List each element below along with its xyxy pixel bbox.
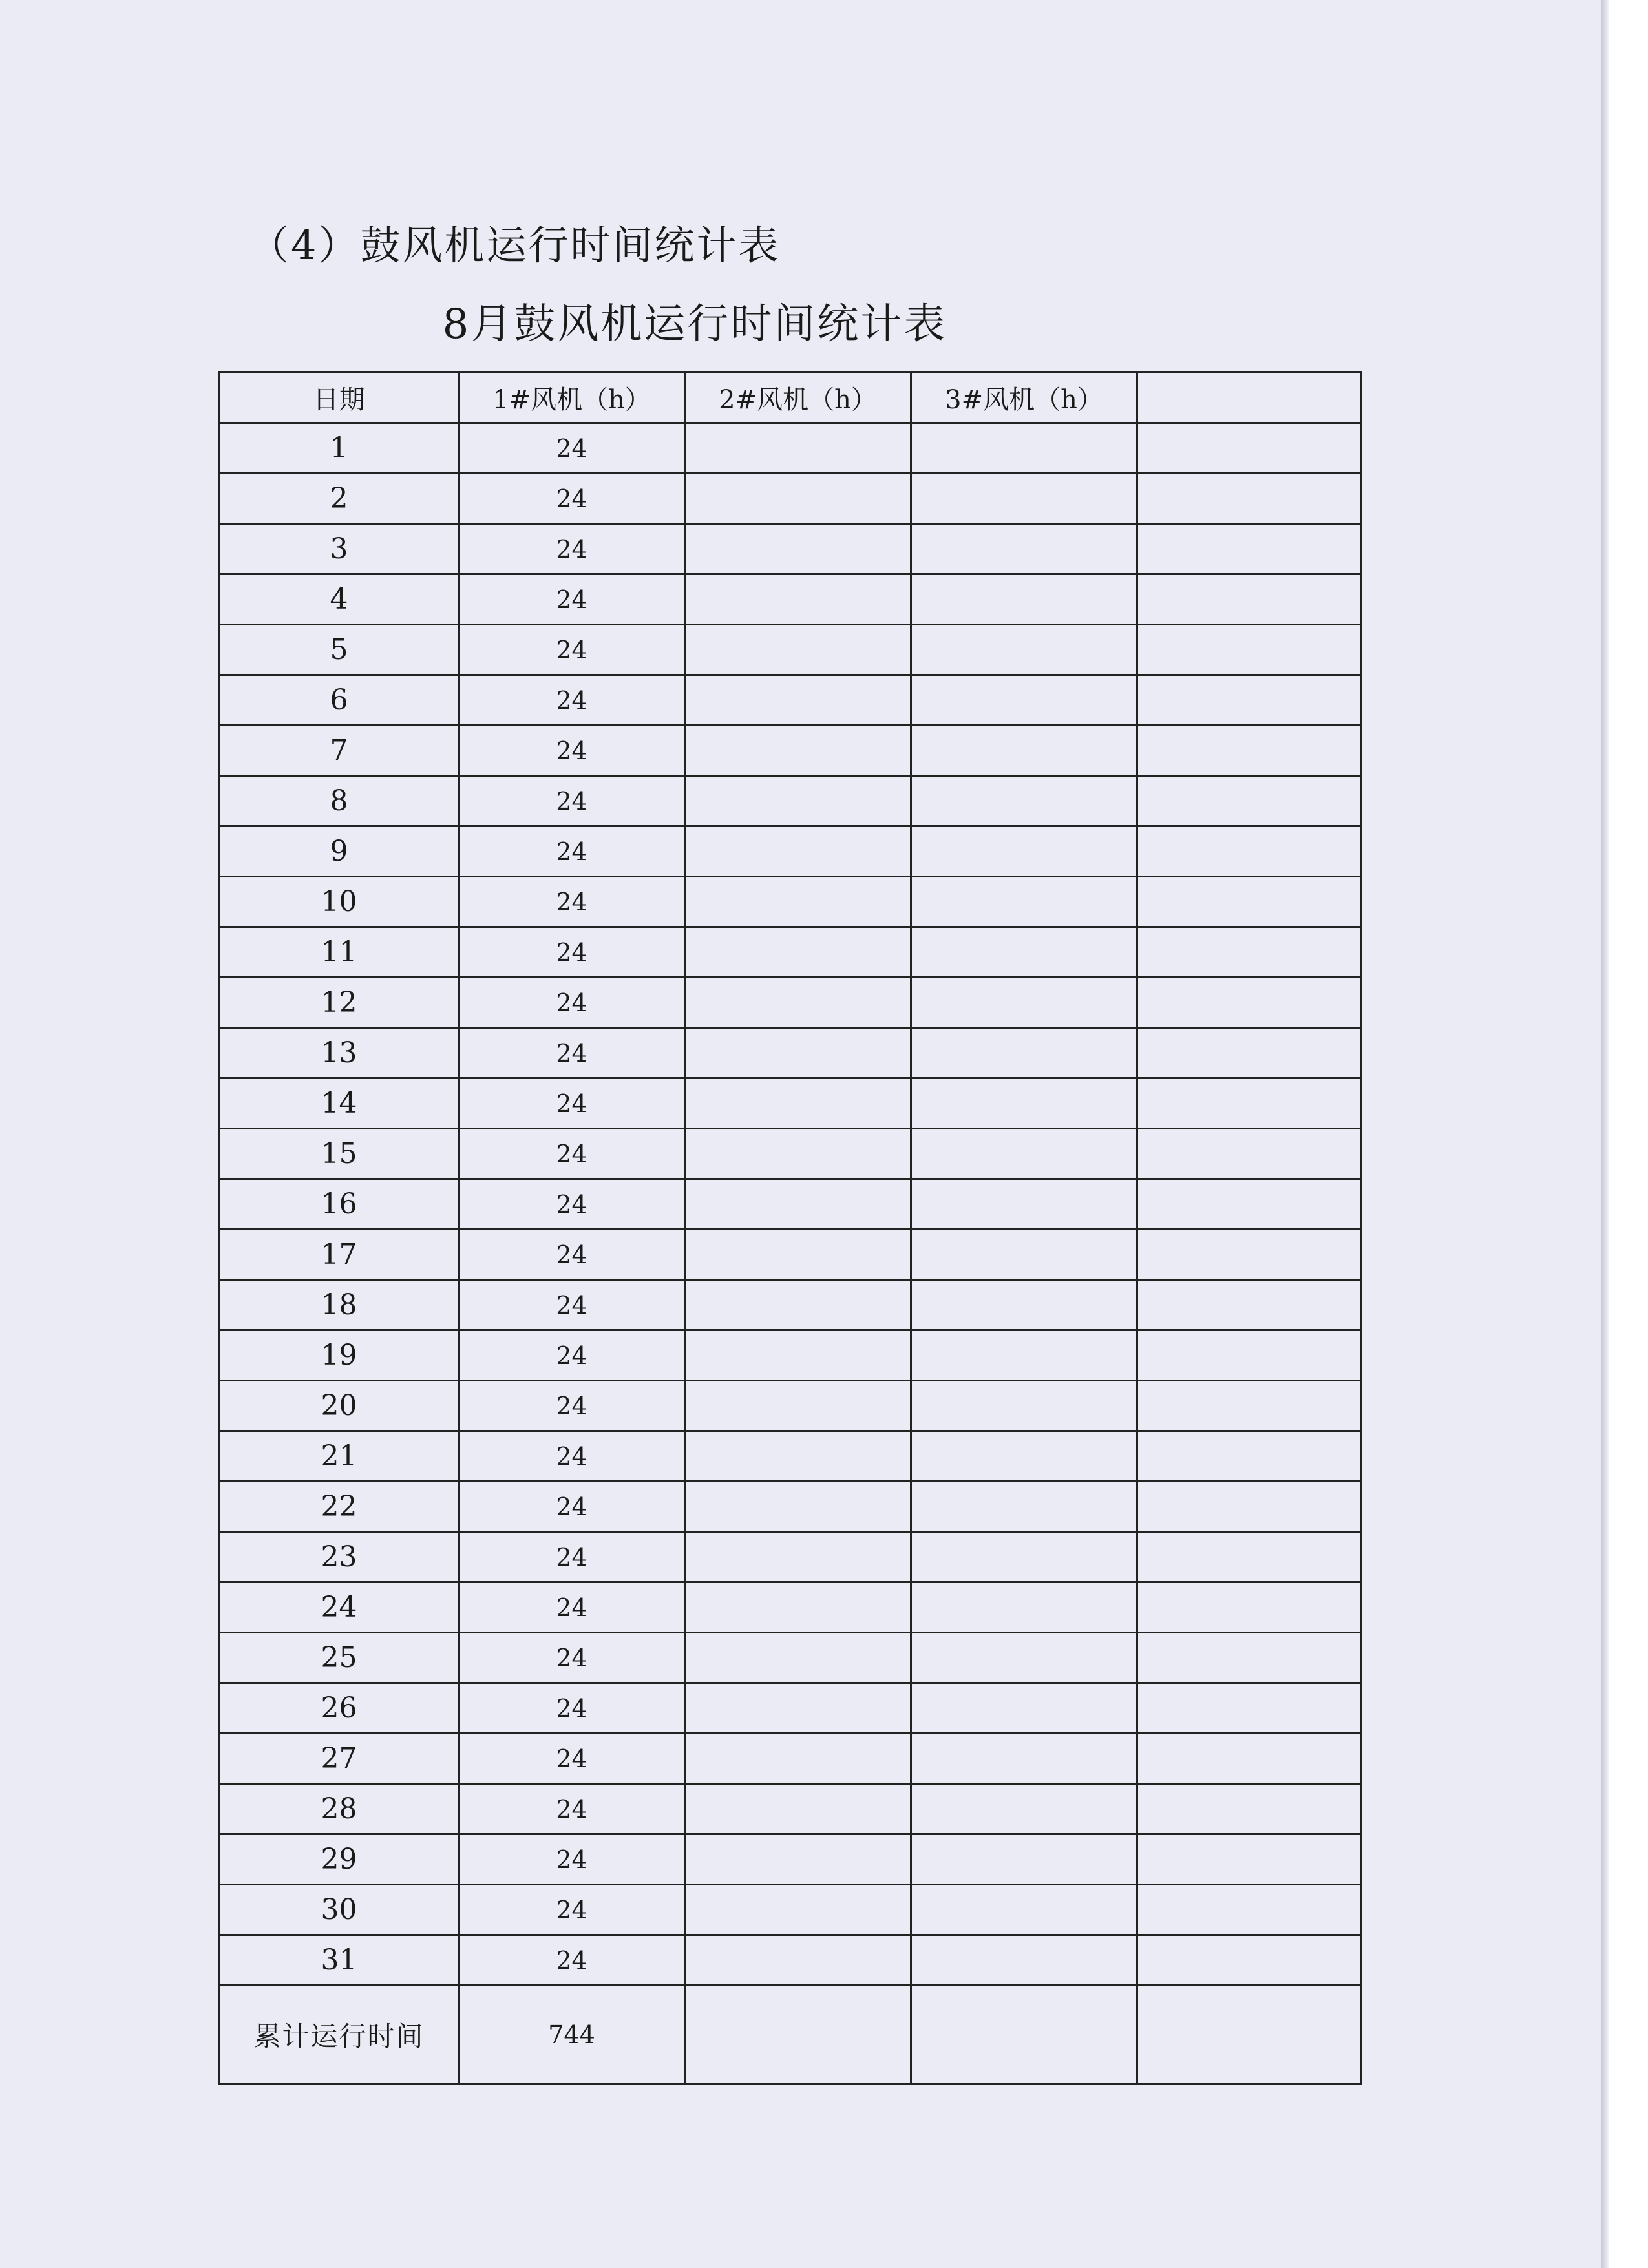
cell-extra	[1137, 776, 1361, 826]
cell-fan-2	[685, 1482, 911, 1532]
cell-date: 26	[220, 1683, 459, 1734]
table-row	[220, 927, 1361, 978]
cell-fan-3	[911, 1129, 1137, 1179]
cell-fan-1: 24	[459, 776, 685, 826]
table-row	[220, 726, 1361, 776]
cell-fan-1: 24	[459, 1885, 685, 1935]
table-row	[220, 1431, 1361, 1482]
cell-extra	[1137, 524, 1361, 574]
cell-date: 22	[220, 1482, 459, 1532]
cell-fan-1: 24	[459, 423, 685, 474]
cell-extra	[1137, 1129, 1361, 1179]
table-row	[220, 1179, 1361, 1230]
table-row	[220, 1734, 1361, 1784]
cell-fan-3	[911, 1078, 1137, 1129]
cell-fan-3	[911, 726, 1137, 776]
cell-date: 3	[220, 524, 459, 574]
table-row	[220, 1885, 1361, 1935]
cell-fan-1: 24	[459, 574, 685, 625]
cell-fan-3	[911, 474, 1137, 524]
cell-fan-3	[911, 1582, 1137, 1633]
cell-fan-1: 24	[459, 1330, 685, 1381]
table-row	[220, 1129, 1361, 1179]
cell-fan-1: 24	[459, 1028, 685, 1078]
cell-extra	[1137, 927, 1361, 978]
cell-extra	[1137, 574, 1361, 625]
cell-fan-1: 24	[459, 524, 685, 574]
cell-fan-2	[685, 524, 911, 574]
cell-extra	[1137, 1784, 1361, 1834]
cell-fan-3	[911, 1633, 1137, 1683]
cell-date: 16	[220, 1179, 459, 1230]
cell-fan-2	[685, 1179, 911, 1230]
table-row	[220, 877, 1361, 927]
cell-fan-2	[685, 1834, 911, 1885]
cell-date: 30	[220, 1885, 459, 1935]
cell-extra	[1137, 1330, 1361, 1381]
cell-extra	[1137, 726, 1361, 776]
cell-fan-3	[911, 1834, 1137, 1885]
cell-fan-2	[685, 1431, 911, 1482]
cell-fan-2	[685, 625, 911, 675]
cell-fan-1: 24	[459, 675, 685, 726]
cell-extra	[1137, 1230, 1361, 1280]
cell-date: 2	[220, 474, 459, 524]
table-row	[220, 1078, 1361, 1129]
table-row	[220, 1381, 1361, 1431]
cell-fan-2	[685, 978, 911, 1028]
table-row	[220, 1633, 1361, 1683]
cell-fan-3	[911, 1482, 1137, 1532]
cell-fan-1: 24	[459, 625, 685, 675]
header-extra	[1137, 372, 1361, 423]
cell-fan-3	[911, 1028, 1137, 1078]
cell-extra	[1137, 1683, 1361, 1734]
cell-date: 9	[220, 826, 459, 877]
cell-extra	[1137, 423, 1361, 474]
cell-fan-1: 24	[459, 474, 685, 524]
header-fan-1: 1#风机（h）	[459, 372, 685, 423]
total-row	[220, 1986, 1361, 2084]
cell-fan-3	[911, 1230, 1137, 1280]
cell-fan-2	[685, 1129, 911, 1179]
cell-fan-1: 24	[459, 1078, 685, 1129]
cell-extra	[1137, 1633, 1361, 1683]
cell-date: 18	[220, 1280, 459, 1330]
cell-fan-2	[685, 675, 911, 726]
table-row	[220, 1834, 1361, 1885]
cell-fan-3	[911, 826, 1137, 877]
cell-fan-3	[911, 1532, 1137, 1582]
cell-fan-1: 24	[459, 1532, 685, 1582]
total-fan-2	[685, 1986, 911, 2084]
cell-fan-2	[685, 1885, 911, 1935]
cell-extra	[1137, 826, 1361, 877]
total-label: 累计运行时间	[220, 1986, 459, 2084]
cell-fan-1: 24	[459, 877, 685, 927]
table-row	[220, 826, 1361, 877]
cell-date: 11	[220, 927, 459, 978]
total-extra	[1137, 1986, 1361, 2084]
cell-fan-1: 24	[459, 1784, 685, 1834]
table-row	[220, 978, 1361, 1028]
cell-fan-3	[911, 1784, 1137, 1834]
cell-extra	[1137, 1381, 1361, 1431]
cell-date: 25	[220, 1633, 459, 1683]
table-row	[220, 1230, 1361, 1280]
table-row	[220, 423, 1361, 474]
cell-date: 1	[220, 423, 459, 474]
cell-date: 17	[220, 1230, 459, 1280]
cell-fan-3	[911, 1280, 1137, 1330]
table-row	[220, 1582, 1361, 1633]
table-row	[220, 1935, 1361, 1986]
cell-fan-1: 24	[459, 927, 685, 978]
cell-date: 27	[220, 1734, 459, 1784]
cell-date: 14	[220, 1078, 459, 1129]
header-fan-3: 3#风机（h）	[911, 372, 1137, 423]
cell-extra	[1137, 675, 1361, 726]
cell-fan-1: 24	[459, 1582, 685, 1633]
table-row	[220, 574, 1361, 625]
cell-fan-3	[911, 978, 1137, 1028]
cell-fan-2	[685, 1028, 911, 1078]
cell-extra	[1137, 1028, 1361, 1078]
cell-fan-2	[685, 1784, 911, 1834]
cell-fan-2	[685, 726, 911, 776]
cell-fan-1: 24	[459, 1381, 685, 1431]
cell-fan-3	[911, 524, 1137, 574]
table-row	[220, 474, 1361, 524]
cell-fan-3	[911, 423, 1137, 474]
cell-fan-3	[911, 1885, 1137, 1935]
table-row	[220, 675, 1361, 726]
cell-extra	[1137, 1582, 1361, 1633]
cell-fan-2	[685, 1582, 911, 1633]
cell-extra	[1137, 1935, 1361, 1986]
cell-fan-2	[685, 776, 911, 826]
cell-fan-3	[911, 1431, 1137, 1482]
cell-fan-3	[911, 877, 1137, 927]
cell-date: 8	[220, 776, 459, 826]
cell-extra	[1137, 877, 1361, 927]
cell-fan-2	[685, 826, 911, 877]
cell-date: 13	[220, 1028, 459, 1078]
cell-extra	[1137, 1280, 1361, 1330]
table-row	[220, 1784, 1361, 1834]
cell-fan-3	[911, 1381, 1137, 1431]
cell-fan-1: 24	[459, 1482, 685, 1532]
cell-fan-2	[685, 1633, 911, 1683]
header-date: 日期	[220, 372, 459, 423]
cell-fan-2	[685, 423, 911, 474]
cell-date: 15	[220, 1129, 459, 1179]
cell-extra	[1137, 978, 1361, 1028]
cell-fan-3	[911, 1683, 1137, 1734]
cell-extra	[1137, 625, 1361, 675]
cell-date: 29	[220, 1834, 459, 1885]
cell-date: 12	[220, 978, 459, 1028]
cell-fan-3	[911, 776, 1137, 826]
cell-fan-2	[685, 1330, 911, 1381]
paper-edge	[1601, 0, 1609, 2268]
cell-fan-1: 24	[459, 978, 685, 1028]
cell-fan-1: 24	[459, 826, 685, 877]
cell-fan-2	[685, 574, 911, 625]
cell-fan-2	[685, 927, 911, 978]
cell-fan-1: 24	[459, 1129, 685, 1179]
cell-fan-2	[685, 1230, 911, 1280]
cell-fan-1: 24	[459, 1431, 685, 1482]
cell-fan-2	[685, 1078, 911, 1129]
cell-fan-1: 24	[459, 1633, 685, 1683]
cell-fan-2	[685, 877, 911, 927]
cell-extra	[1137, 1885, 1361, 1935]
cell-fan-1: 24	[459, 1179, 685, 1230]
cell-fan-1: 24	[459, 1834, 685, 1885]
cell-extra	[1137, 474, 1361, 524]
table-title: 8月鼓风机运行时间统计表	[442, 300, 947, 348]
cell-date: 19	[220, 1330, 459, 1381]
cell-date: 23	[220, 1532, 459, 1582]
cell-fan-2	[685, 1381, 911, 1431]
cell-date: 6	[220, 675, 459, 726]
cell-extra	[1137, 1078, 1361, 1129]
cell-fan-1: 24	[459, 1683, 685, 1734]
cell-date: 21	[220, 1431, 459, 1482]
cell-extra	[1137, 1179, 1361, 1230]
cell-fan-1: 24	[459, 1230, 685, 1280]
cell-date: 28	[220, 1784, 459, 1834]
table-row	[220, 625, 1361, 675]
total-fan-3	[911, 1986, 1137, 2084]
cell-fan-2	[685, 1683, 911, 1734]
table-row	[220, 776, 1361, 826]
total-fan-1: 744	[459, 1986, 685, 2084]
cell-date: 4	[220, 574, 459, 625]
table-header-row	[220, 372, 1361, 423]
cell-extra	[1137, 1431, 1361, 1482]
cell-fan-3	[911, 675, 1137, 726]
cell-extra	[1137, 1734, 1361, 1784]
cell-date: 20	[220, 1381, 459, 1431]
table-row	[220, 1683, 1361, 1734]
cell-date: 7	[220, 726, 459, 776]
cell-date: 24	[220, 1582, 459, 1633]
section-title: （4）鼓风机运行时间统计表	[249, 222, 781, 269]
table-row	[220, 1330, 1361, 1381]
blower-runtime-table	[218, 371, 1362, 2085]
cell-date: 5	[220, 625, 459, 675]
cell-fan-3	[911, 574, 1137, 625]
cell-fan-1: 24	[459, 726, 685, 776]
cell-fan-1: 24	[459, 1935, 685, 1986]
cell-fan-2	[685, 1532, 911, 1582]
cell-fan-3	[911, 1935, 1137, 1986]
cell-fan-3	[911, 1330, 1137, 1381]
cell-extra	[1137, 1532, 1361, 1582]
cell-fan-3	[911, 1734, 1137, 1784]
cell-fan-1: 24	[459, 1734, 685, 1784]
table-row	[220, 1482, 1361, 1532]
cell-extra	[1137, 1834, 1361, 1885]
cell-fan-2	[685, 1935, 911, 1986]
table-row	[220, 1532, 1361, 1582]
table-row	[220, 524, 1361, 574]
cell-extra	[1137, 1482, 1361, 1532]
cell-fan-1: 24	[459, 1280, 685, 1330]
cell-fan-3	[911, 927, 1137, 978]
header-fan-2: 2#风机（h）	[685, 372, 911, 423]
cell-fan-2	[685, 1280, 911, 1330]
cell-fan-3	[911, 1179, 1137, 1230]
table-row	[220, 1028, 1361, 1078]
cell-fan-2	[685, 1734, 911, 1784]
table-row	[220, 1280, 1361, 1330]
cell-fan-2	[685, 474, 911, 524]
cell-fan-3	[911, 625, 1137, 675]
cell-date: 31	[220, 1935, 459, 1986]
cell-date: 10	[220, 877, 459, 927]
